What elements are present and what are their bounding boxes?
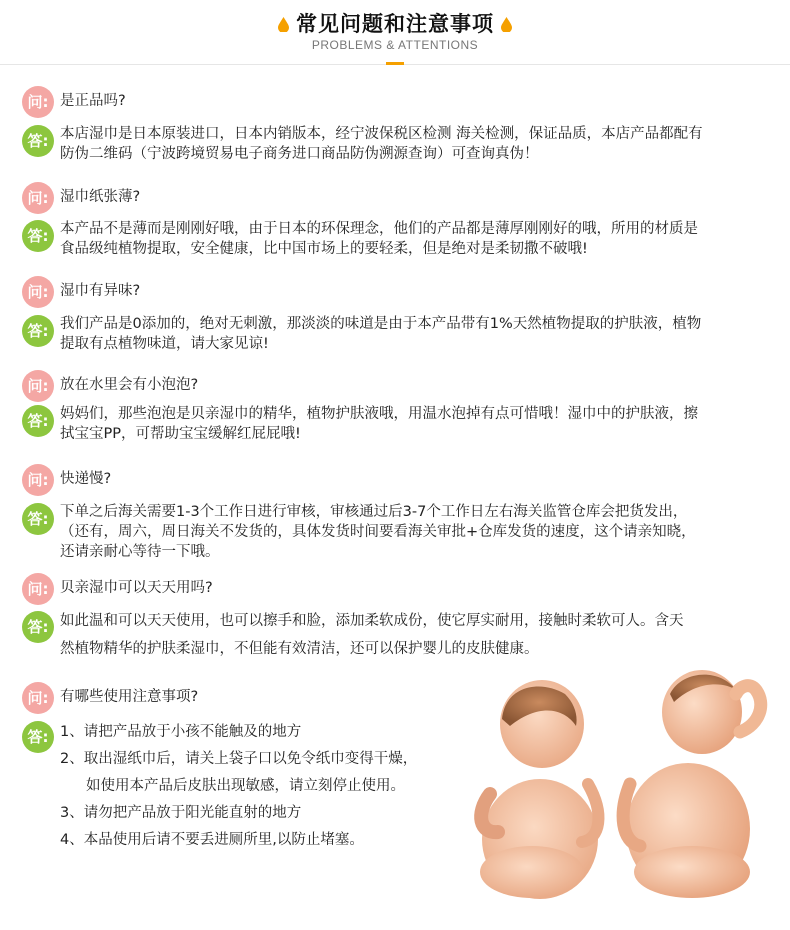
answer-line: 如使用本产品后皮肤出现敏感，请立刻停止使用。: [86, 778, 405, 794]
question-badge: 问:: [22, 370, 54, 402]
answer-badge: 答:: [22, 405, 54, 437]
answer-badge: 答:: [22, 611, 54, 643]
question-badge: 问:: [22, 182, 54, 214]
answer-line: 下单之后海关需要1-3个工作日进行审核，审核通过后3-7个工作日左右海关监管仓库会把货发出，: [60, 504, 688, 520]
answer-text: [60, 314, 772, 354]
question-badge: 问:: [22, 573, 54, 605]
question-text: 放在水里会有小泡泡?: [60, 377, 199, 393]
answer-text: [60, 219, 772, 259]
answer-line: 本产品不是薄而是刚刚好哦，由于日本的环保理念，他们的产品都是薄厚刚刚好的哦，所用的材质是: [60, 221, 698, 237]
page-subtitle: PROBLEMS & ATTENTIONS: [311, 38, 479, 52]
question-text: 湿巾纸张薄?: [60, 189, 141, 205]
answer-line: 妈妈们，那些泡泡是贝亲湿巾的精华，植物护肤液哦，用温水泡掉有点可惜哦！湿巾中的护肤液，擦: [60, 406, 698, 422]
answer-line: 4、本品使用后请不要丢进厕所里,以防止堵塞。: [60, 832, 364, 848]
answer-badge: 答:: [22, 503, 54, 535]
question-badge: 问:: [22, 682, 54, 714]
question-badge: 问:: [22, 464, 54, 496]
answer-badge: 答:: [22, 125, 54, 157]
babies-photo: [470, 664, 770, 900]
baby-left: [480, 680, 598, 899]
answer-line: （还有，周六，周日海关不发货的，具体发货时间要看海关审批+仓库发货的速度，这个请亲知晓，: [60, 524, 696, 540]
answer-text: [60, 607, 772, 663]
answer-badge: 答:: [22, 220, 54, 252]
answer-line: 然植物精华的护肤柔湿巾，不但能有效清洁，还可以保护婴儿的皮肤健康。: [60, 641, 539, 657]
answer-line: 我们产品是0添加的，绝对无刺激，那淡淡的味道是由于本产品带有1%天然植物提取的护肤液，植物: [60, 316, 702, 332]
answer-line: 还请亲耐心等待一下哦。: [60, 544, 220, 560]
answer-text: [60, 124, 772, 164]
question-text: 快递慢?: [60, 471, 112, 487]
question-badge: 问:: [22, 276, 54, 308]
question-text: 湿巾有异味?: [60, 283, 141, 299]
question-badge: 问:: [22, 86, 54, 118]
question-text: 是正品吗?: [60, 93, 126, 109]
page-title: 常见问题和注意事项: [296, 12, 494, 36]
answer-line: 1、请把产品放于小孩不能触及的地方: [60, 724, 302, 740]
answer-line: 3、请勿把产品放于阳光能直射的地方: [60, 805, 302, 821]
answer-text: [60, 719, 432, 854]
answer-line: 提取有点植物味道，请大家见谅!: [60, 336, 269, 352]
answer-badge: 答:: [22, 721, 54, 753]
baby-right: [623, 670, 761, 898]
answer-line: 防伪二维码（宁波跨境贸易电子商务进口商品防伪溯源查询）可查询真伪！: [60, 146, 539, 162]
answer-badge: 答:: [22, 315, 54, 347]
answer-text: [60, 404, 772, 444]
answer-text: [60, 502, 772, 562]
answer-line: 拭宝宝PP，可帮助宝宝缓解红屁屁哦!: [60, 426, 301, 442]
answer-line: 食品级纯植物提取，安全健康，比中国市场上的要轻柔，但是绝对是柔韧撒不破哦!: [60, 241, 588, 257]
answer-line: 本店湿巾是日本原装进口，日本内销版本，经宁波保税区检测 海关检测，保证品质，本店产品都配有: [60, 126, 703, 142]
answer-line: 2、取出湿纸巾后，请关上袋子口以免令纸巾变得干燥，: [60, 751, 418, 767]
answer-line: 如此温和可以天天使用，也可以擦手和脸，添加柔软成份，使它厚实耐用，接触时柔软可人。含天: [60, 613, 684, 629]
question-text: 贝亲湿巾可以天天用吗?: [60, 580, 213, 596]
question-text: 有哪些使用注意事项?: [60, 689, 199, 705]
